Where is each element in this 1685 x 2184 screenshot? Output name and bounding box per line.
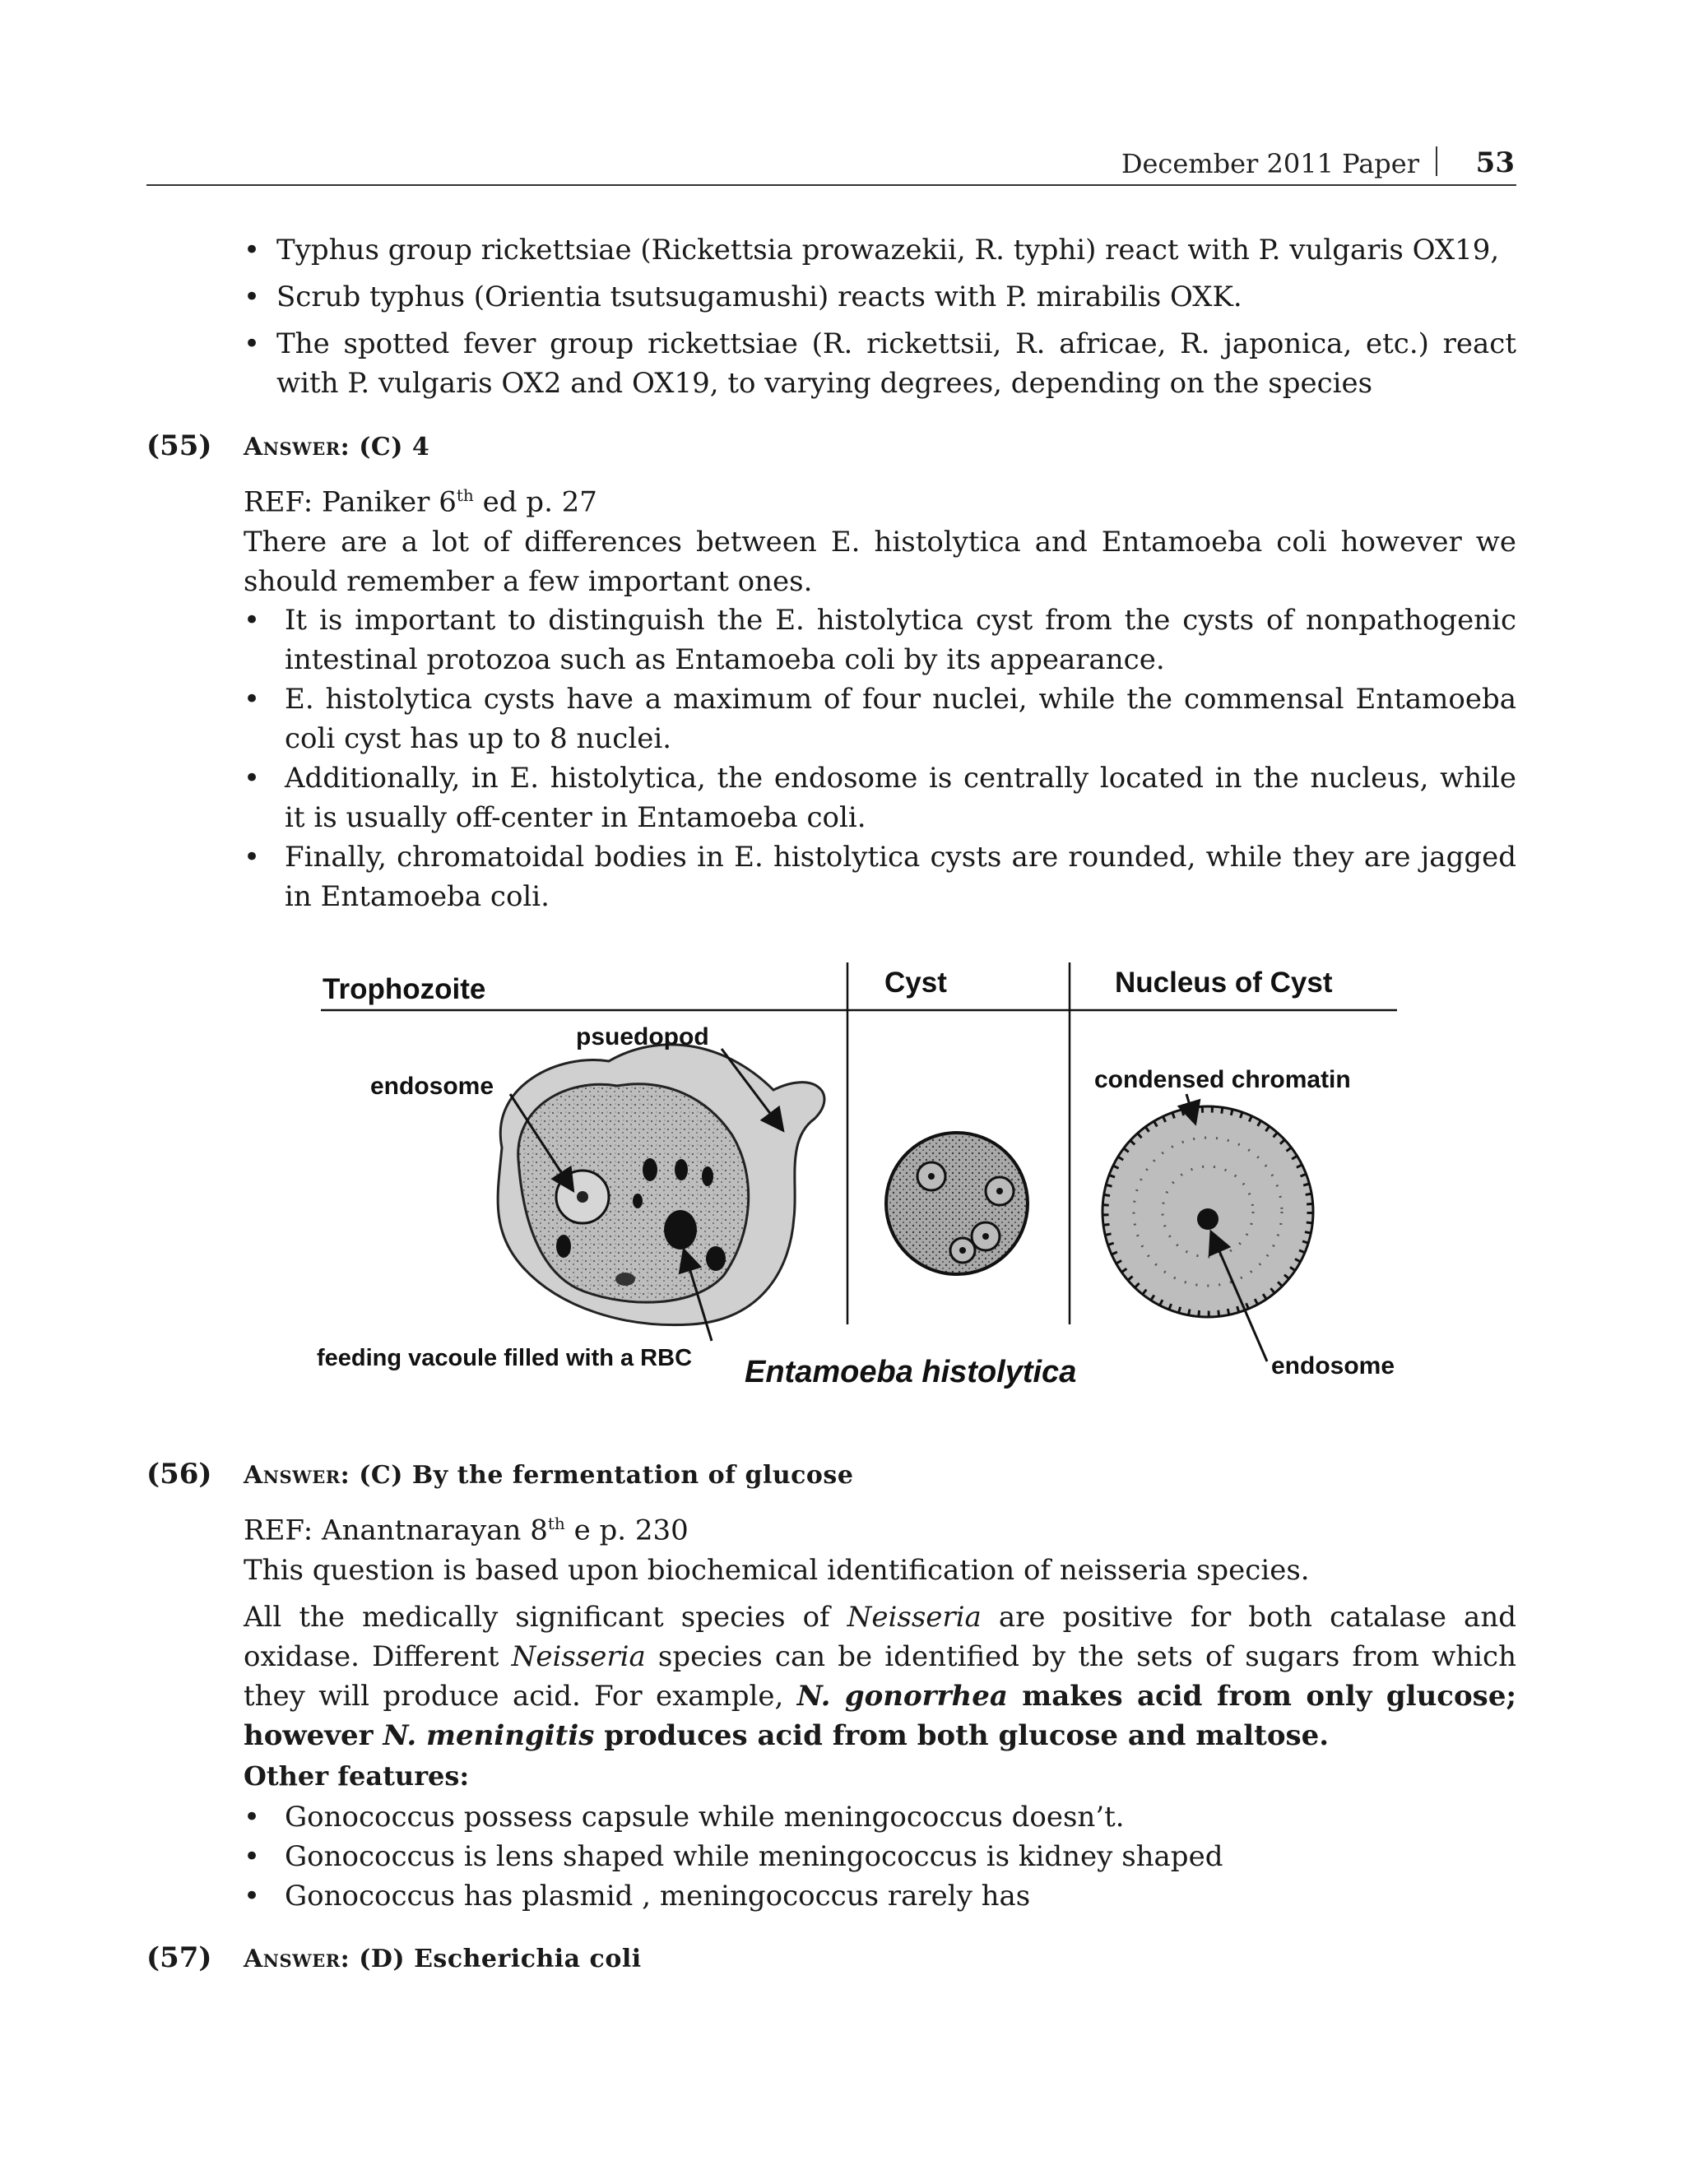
- bullet-text: The spotted fever group rickettsiae (R. rickettsii, R. africae, R. japonica, etc.) react with P. vulgaris OX2 and OX19, to varying degrees, depending on the species: [276, 327, 1516, 400]
- list-item: [244, 277, 1516, 317]
- list-item: [244, 1876, 1516, 1916]
- label-psuedopod: psuedopod: [576, 1023, 709, 1050]
- inclusion: [675, 1159, 688, 1180]
- reference-56: [244, 1504, 689, 1550]
- answer-value: (C) By the fermentation of glucose: [359, 1461, 854, 1490]
- bullet: •: [244, 281, 261, 313]
- entamoeba-figure: [313, 954, 1407, 1415]
- ref-text: REF: Paniker 6: [244, 485, 457, 519]
- answer-55: [244, 428, 429, 467]
- bullet-text: It is important to distinguish the E. histolytica cyst from the cysts of nonpathogenic intestinal protozoa such as Entamoeba coli by its appearance.: [285, 604, 1516, 676]
- figure-svg: [313, 954, 1407, 1415]
- other-features-heading: Other features:: [244, 1760, 470, 1792]
- question-number-55: (55): [146, 429, 212, 462]
- question-number-57: (57): [146, 1941, 212, 1974]
- inclusion: [702, 1166, 713, 1186]
- cyst-endosome: [928, 1173, 935, 1180]
- endosome-dot: [577, 1191, 588, 1203]
- bullet-text: Scrub typhus (Orientia tsutsugamushi) reacts with P. mirabilis OXK.: [276, 281, 1242, 313]
- answer-56: [244, 1456, 853, 1495]
- label-endosome-left: endosome: [370, 1073, 494, 1100]
- col-header-trophozoite: Trophozoite: [323, 973, 486, 1005]
- answer-label: Answer:: [244, 1945, 350, 1973]
- ref-sup: th: [547, 1514, 565, 1533]
- list-item: [244, 230, 1516, 270]
- running-title: December 2011 Paper: [1121, 148, 1419, 179]
- bullet: •: [244, 683, 261, 716]
- nucleus-endosome: [1197, 1208, 1218, 1230]
- list-item: [244, 324, 1516, 403]
- inclusion: [706, 1246, 726, 1271]
- ref-sup: th: [456, 485, 474, 505]
- ref-text: ed p. 27: [473, 485, 597, 519]
- bullet: •: [244, 234, 261, 267]
- paragraph-56-line1: This question is based upon biochemical identification of neisseria species.: [244, 1554, 1310, 1587]
- paragraph-55-intro: There are a lot of differences between E. histolytica and Entamoeba coli however we should remember a few important ones.: [244, 526, 1516, 598]
- answer-label: Answer:: [244, 1461, 350, 1490]
- reference-55: [244, 475, 597, 522]
- bullet-text: Gonococcus possess capsule while meningococcus doesn’t.: [285, 1801, 1125, 1834]
- bullet-text: Finally, chromatoidal bodies in E. histolytica cysts are rounded, while they are jagged in Entamoeba coli.: [285, 841, 1516, 913]
- label-endosome-right: endosome: [1271, 1352, 1395, 1379]
- cyst-endosome: [959, 1247, 966, 1254]
- list-item: [244, 1837, 1516, 1876]
- cyst-endosome: [996, 1188, 1003, 1194]
- bullet-text: Gonococcus has plasmid , meningococcus rarely has: [285, 1880, 1031, 1913]
- inclusion: [615, 1273, 635, 1286]
- bullet-text: Typhus group rickettsiae (Rickettsia prowazekii, R. typhi) react with P. vulgaris OX19,: [276, 234, 1500, 267]
- answer-57: [244, 1940, 642, 1979]
- bullet: •: [244, 1840, 261, 1873]
- bullet: •: [244, 1801, 261, 1834]
- paragraph-56-body: All the medically significant species of Neisseria are positive for both catalase and oxidase. Different Neisseria species can be identified by the sets of sugars from which they will produce acid. For example, N. gonorrhea makes acid from only glucose; however N. meningitis produces acid from both glucose and maltose.: [244, 1601, 1517, 1752]
- bullet-text: E. histolytica cysts have a maximum of four nuclei, while the commensal Entamoeba coli cyst has up to 8 nuclei.: [285, 683, 1516, 755]
- col-header-nucleus: Nucleus of Cyst: [1115, 967, 1333, 999]
- list-item: [244, 837, 1516, 916]
- list-item: [244, 600, 1516, 679]
- col-header-cyst: Cyst: [884, 967, 947, 999]
- bullet: •: [244, 604, 261, 637]
- answer-value: (D) Escherichia coli: [359, 1945, 642, 1973]
- label-condensed-chromatin: condensed chromatin: [1094, 1066, 1351, 1093]
- rbc-vacuole: [664, 1210, 697, 1250]
- page-header: [146, 146, 1516, 186]
- answer-value: (C) 4: [359, 433, 430, 461]
- inclusion: [556, 1235, 571, 1258]
- list-item: [244, 758, 1516, 837]
- inclusion: [643, 1158, 657, 1181]
- ref-text: e p. 230: [564, 1514, 689, 1547]
- header-separator: [1436, 146, 1437, 176]
- figure-caption: Entamoeba histolytica: [745, 1355, 1077, 1389]
- page-number: 53: [1475, 146, 1515, 179]
- bullet: •: [244, 762, 261, 795]
- list-item: [244, 679, 1516, 758]
- label-feeding: feeding vacoule filled with a RBC: [317, 1345, 693, 1371]
- bullet-text: Additionally, in E. histolytica, the endosome is centrally located in the nucleus, while it is usually off-center in Entamoeba coli.: [285, 762, 1516, 834]
- inclusion: [633, 1194, 643, 1208]
- cyst-endosome: [982, 1233, 989, 1240]
- bullet: •: [244, 1880, 261, 1913]
- answer-label: Answer:: [244, 433, 350, 461]
- bullet: •: [244, 327, 261, 360]
- list-item: [244, 1797, 1516, 1837]
- question-number-56: (56): [146, 1458, 212, 1491]
- bullet: •: [244, 841, 261, 874]
- bullet-text: Gonococcus is lens shaped while meningococcus is kidney shaped: [285, 1840, 1223, 1873]
- ref-text: REF: Anantnarayan 8: [244, 1514, 548, 1547]
